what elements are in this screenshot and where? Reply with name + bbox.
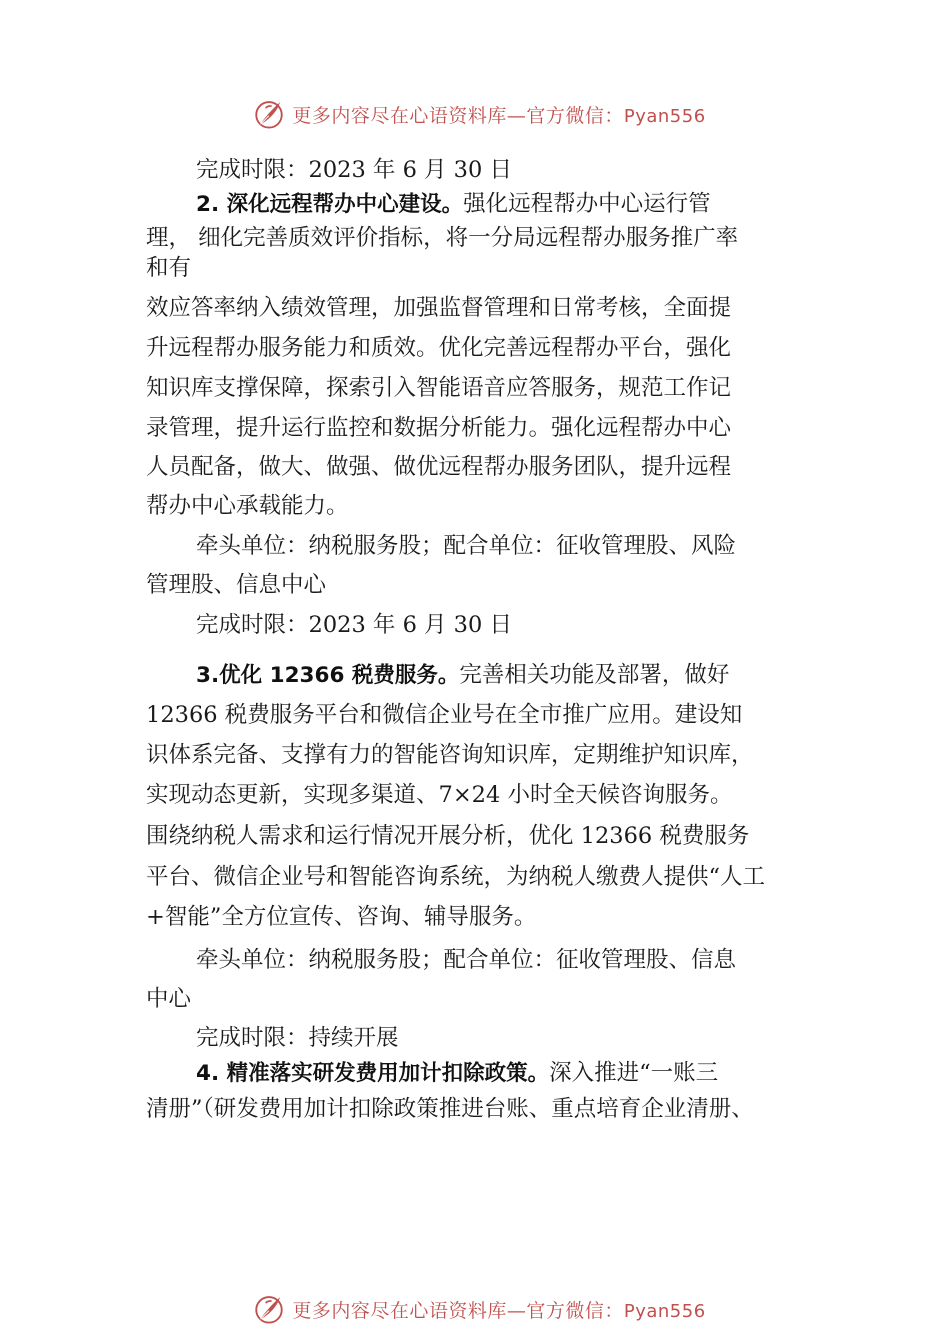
paragraph-line: 理， 细化完善质效评价指标，将一分局远程帮办服务推广率 xyxy=(146,225,739,251)
watermark-text-cn: 更多内容尽在心语资料库—官方微信： xyxy=(292,1299,624,1322)
quill-pen-circle-icon xyxy=(252,97,286,131)
paragraph-line: 和有 xyxy=(146,255,192,281)
watermark-wechat-id: Pyan556 xyxy=(623,105,706,127)
paragraph-line: 录管理，提升运行监控和数据分析能力。强化远程帮办中心 xyxy=(146,415,732,441)
paragraph-line: 中心 xyxy=(146,986,192,1012)
deadline-line: 完成时限：持续开展 xyxy=(196,1025,399,1051)
section-2-first-line xyxy=(196,189,711,220)
watermark-wechat-id: Pyan556 xyxy=(623,1300,706,1322)
section-3-first-line xyxy=(196,660,729,691)
paragraph-line: 效应答率纳入绩效管理，加强监督管理和日常考核，全面提 xyxy=(146,295,732,321)
section-2-heading: 2. 深化远程帮办中心建设。 xyxy=(196,192,464,217)
section-4-first-text: 深入推进“一账三 xyxy=(549,1060,719,1086)
header-watermark xyxy=(0,94,950,134)
deadline-line: 完成时限：2023 年 6 月 30 日 xyxy=(196,612,512,638)
section-4-first-line xyxy=(196,1058,718,1089)
lead-unit-line: 牵头单位：纳税服务股；配合单位：征收管理股、信息 xyxy=(196,947,737,973)
paragraph-line: 人员配备，做大、做强、做优远程帮办服务团队，提升远程 xyxy=(146,454,732,480)
paragraph-line: 知识库支撑保障，探索引入智能语音应答服务，规范工作记 xyxy=(146,375,732,401)
paragraph-line: 帮办中心承载能力。 xyxy=(146,493,349,519)
section-3-first-text: 完善相关功能及部署，做好 xyxy=(459,662,730,688)
footer-watermark xyxy=(0,1289,950,1329)
paragraph-line: 清册”（研发费用加计扣除政策推进台账、重点培育企业清册、 xyxy=(146,1096,754,1122)
paragraph-line: 实现动态更新，实现多渠道、7×24 小时全天候咨询服务。 xyxy=(146,782,733,808)
paragraph-line: +智能”全方位宣传、咨询、辅导服务。 xyxy=(146,904,537,930)
section-3-heading: 3.优化 12366 税费服务。 xyxy=(196,663,460,688)
watermark-text xyxy=(292,1296,705,1323)
watermark-text-cn: 更多内容尽在心语资料库—官方微信： xyxy=(292,104,624,127)
section-2-first-text: 强化远程帮办中心运行管 xyxy=(463,191,711,217)
paragraph-line: 管理股、信息中心 xyxy=(146,572,327,598)
section-4-heading: 4. 精准落实研发费用加计扣除政策。 xyxy=(196,1061,550,1086)
lead-unit-line: 牵头单位：纳税服务股；配合单位：征收管理股、风险 xyxy=(196,533,737,559)
watermark-text xyxy=(292,101,705,128)
deadline-line: 完成时限：2023 年 6 月 30 日 xyxy=(196,157,512,183)
paragraph-line: 12366 税费服务平台和微信企业号在全市推广应用。建设知 xyxy=(146,702,743,728)
paragraph-line: 围绕纳税人需求和运行情况开展分析，优化 12366 税费服务 xyxy=(146,823,750,849)
paragraph-line: 识体系完备、支撑有力的智能咨询知识库，定期维护知识库， xyxy=(146,742,754,768)
paragraph-line: 平台、微信企业号和智能咨询系统，为纳税人缴费人提供“人工 xyxy=(146,864,766,890)
paragraph-line: 升远程帮办服务能力和质效。优化完善远程帮办平台，强化 xyxy=(146,335,732,361)
quill-pen-circle-icon xyxy=(252,1292,286,1326)
